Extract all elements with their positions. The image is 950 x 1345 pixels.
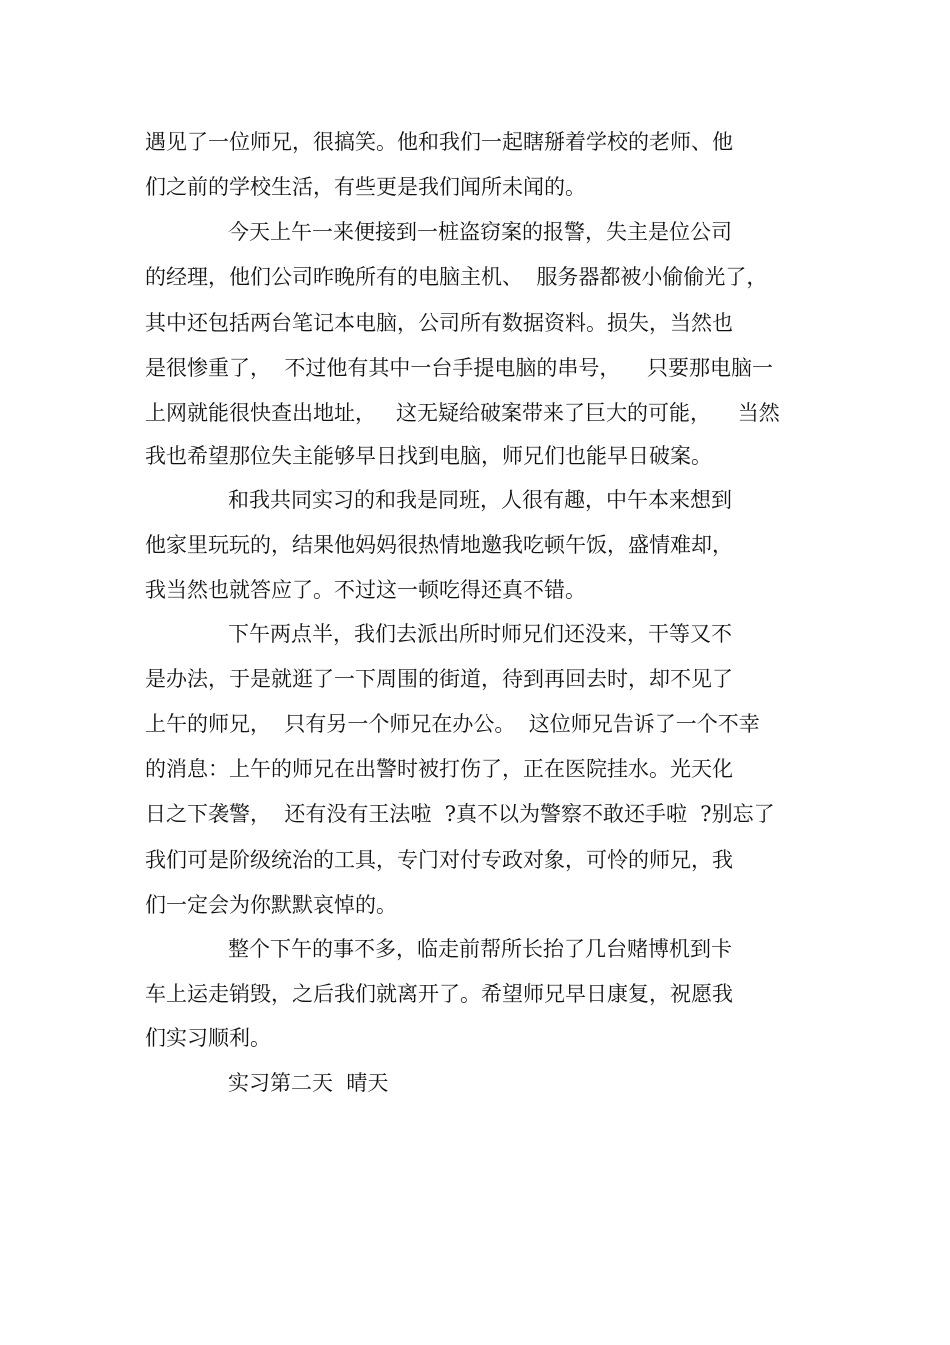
text-line: 上网就能很快查出地址， 这无疑给破案带来了巨大的可能， 当然: [145, 401, 780, 425]
text-line: 车上运走销毁，之后我们就离开了。希望师兄早日康复，祝愿我: [145, 982, 733, 1006]
text-line: 日之下袭警， 还有没有王法啦 ?真不以为警察不敢还手啦 ?别忘了: [145, 802, 775, 826]
text-line: 他家里玩玩的，结果他妈妈很热情地邀我吃顿午饭，盛情难却，: [145, 533, 733, 557]
text-line: 是很惨重了， 不过他有其中一台手提电脑的串号， 只要那电脑一: [145, 356, 774, 380]
paragraph-first-line: 和我共同实习的和我是同班，人很有趣，中午本来想到: [228, 488, 732, 512]
text-line: 的消息：上午的师兄在出警时被打伤了，正在医院挂水。光天化: [145, 757, 733, 781]
text-line: 我当然也就答应了。不过这一顿吃得还真不错。: [145, 578, 586, 602]
text-line: 的经理，他们公司昨晚所有的电脑主机、 服务器都被小偷偷光了，: [145, 265, 768, 289]
text-line: 我也希望那位失主能够早日找到电脑，师兄们也能早日破案。: [145, 444, 712, 468]
text-line: 我们可是阶级统治的工具，专门对付专政对象，可怜的师兄，我: [145, 848, 733, 872]
paragraph-first-line: 下午两点半，我们去派出所时师兄们还没来，干等又不: [228, 622, 732, 646]
text-line: 上午的师兄， 只有另一个师兄在办公。 这位师兄告诉了一个不幸: [145, 712, 760, 736]
text-line: 是办法，于是就逛了一下周围的街道，待到再回去时，却不见了: [145, 667, 733, 691]
section-heading: 实习第二天 晴天: [228, 1071, 389, 1095]
text-line: 遇见了一位师兄，很搞笑。他和我们一起瞎掰着学校的老师、他: [145, 130, 733, 154]
text-line: 们实习顺利。: [145, 1026, 271, 1050]
text-line: 们一定会为你默默哀悼的。: [145, 893, 397, 917]
text-line: 们之前的学校生活，有些更是我们闻所未闻的。: [145, 175, 586, 199]
paragraph-first-line: 今天上午一来便接到一桩盗窃案的报警，失主是位公司: [228, 220, 732, 244]
paragraph-first-line: 整个下午的事不多，临走前帮所长抬了几台赌博机到卡: [228, 937, 732, 961]
text-line: 其中还包括两台笔记本电脑，公司所有数据资料。损失，当然也: [145, 311, 733, 335]
